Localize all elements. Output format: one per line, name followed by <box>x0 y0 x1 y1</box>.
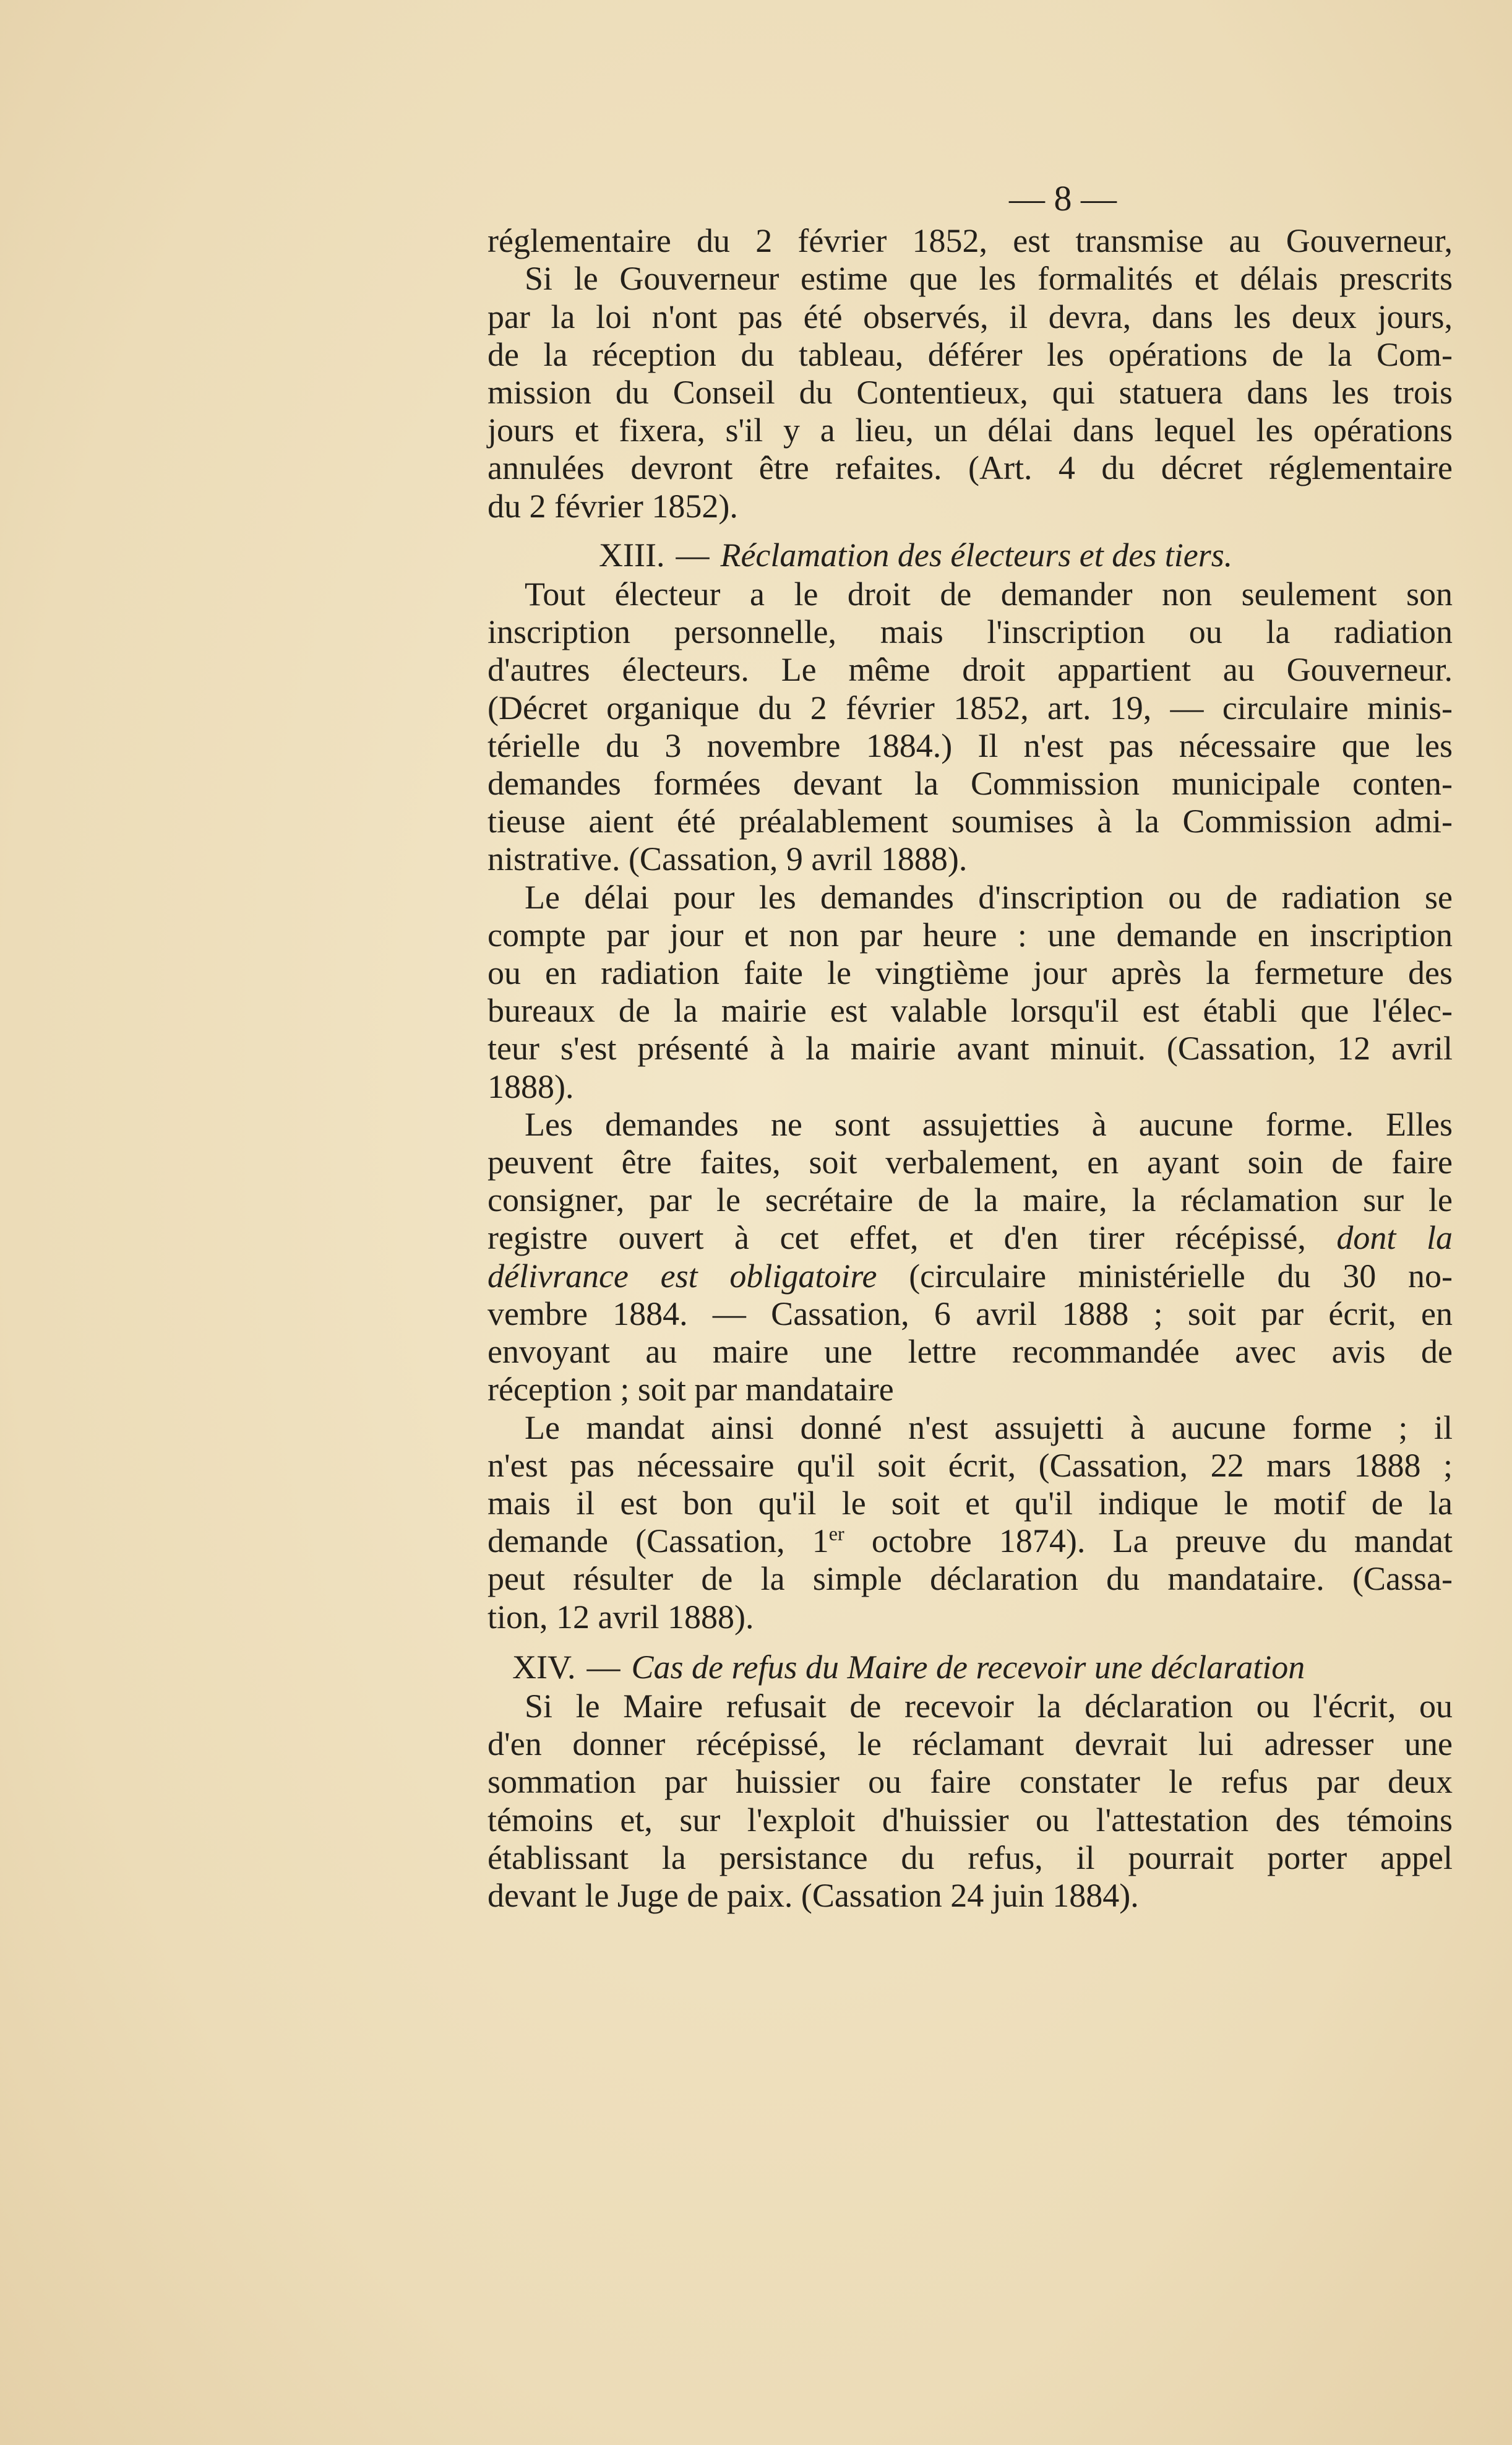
text-line: annulées devront être refaites. (Art. 4 du décret réglementaire <box>488 449 1453 487</box>
section-dash: — <box>676 536 710 574</box>
text-line: consigner, par le secrétaire de la maire, la réclamation sur le <box>488 1181 1453 1219</box>
text-line: établissant la persistance du refus, il pourrait porter appel <box>488 1839 1453 1876</box>
text-line: compte par jour et non par heure : une demande en inscription <box>488 916 1453 954</box>
section-heading-xiii <box>488 537 1453 574</box>
text-line <box>488 1219 1453 1257</box>
section-xiii-paragraph-4 <box>488 1409 1453 1636</box>
text-line: térielle du 3 novembre 1884.) Il n'est pas nécessaire que les <box>488 727 1453 764</box>
text-line: ou en radiation faite le vingtième jour après la fermeture des <box>488 954 1453 992</box>
section-title: Cas de refus du Maire de recevoir une déclaration <box>631 1648 1305 1686</box>
text-run: demande (Cassation, 1 <box>488 1522 829 1560</box>
italic-run: délivrance est obligatoire <box>488 1257 877 1295</box>
text-line: Le mandat ainsi donné n'est assujetti à aucune forme ; il <box>525 1408 1453 1446</box>
text-line: mission du Conseil du Contentieux, qui statuera dans les trois <box>488 374 1453 412</box>
text-line: Les demandes ne sont assujetties à aucune forme. Elles <box>525 1105 1453 1143</box>
page-number: — 8 — <box>1009 178 1117 218</box>
text-line: Si le Gouverneur estime que les formalités et délais prescrits <box>525 260 1453 298</box>
section-dash: — <box>586 1648 621 1686</box>
text-run: registre ouvert à cet effet, et d'en tirer récépissé, <box>488 1219 1306 1257</box>
text-line: peut résulter de la simple déclaration du mandataire. (Cassa- <box>488 1560 1453 1598</box>
text-line: inscription personnelle, mais l'inscription ou la radiation <box>488 613 1453 651</box>
text-line: nistrative. (Cassation, 9 avril 1888). <box>488 840 968 878</box>
superscript: er <box>828 1522 844 1545</box>
text-line: (Décret organique du 2 février 1852, art. 19, — circulaire minis- <box>488 689 1453 727</box>
text-line: tieuse aient été préalablement soumises à la Commission admi- <box>488 803 1453 840</box>
section-xiii-paragraph-3 <box>488 1106 1453 1409</box>
text-line: devant le Juge de paix. (Cassation 24 juin 1884). <box>488 1876 1139 1914</box>
text-line: Si le Maire refusait de recevoir la déclaration ou l'écrit, ou <box>525 1687 1453 1725</box>
text-line: témoins et, sur l'exploit d'huissier ou l'attestation des témoins <box>488 1801 1453 1839</box>
section-xiv-paragraph-1 <box>488 1688 1453 1915</box>
text-line: bureaux de la mairie est valable lorsqu'il est établi que l'élec- <box>488 992 1453 1030</box>
text-line: de la réception du tableau, déférer les opérations de la Com- <box>488 335 1453 373</box>
text-line: d'en donner récépissé, le réclamant devrait lui adresser une <box>488 1725 1453 1763</box>
text-line: tion, 12 avril 1888). <box>488 1598 754 1636</box>
text-line: envoyant au maire une lettre recommandée avec avis de <box>488 1333 1453 1371</box>
section-xiii-paragraph-1 <box>488 576 1453 879</box>
text-line <box>488 1257 1453 1295</box>
text-line: réglementaire du 2 février 1852, est transmise au Gouverneur, <box>488 222 1453 260</box>
text-line: peuvent être faites, soit verbalement, en ayant soin de faire <box>488 1144 1453 1181</box>
text-line: vembre 1884. — Cassation, 6 avril 1888 ; soit par écrit, en <box>488 1295 1453 1332</box>
intro-paragraph <box>488 222 1453 525</box>
section-heading-xiv <box>488 1649 1453 1686</box>
section-title: Réclamation des électeurs et des tiers. <box>720 536 1233 574</box>
text-line: jours et fixera, s'il y a lieu, un délai dans lequel les opérations <box>488 412 1453 449</box>
text-line: Tout électeur a le droit de demander non seulement son <box>525 576 1453 613</box>
text-line: teur s'est présenté à la mairie avant minuit. (Cassation, 12 avril <box>488 1030 1453 1067</box>
italic-run: dont la <box>1336 1219 1453 1257</box>
text-line: mais il est bon qu'il le soit et qu'il indique le motif de la <box>488 1484 1453 1522</box>
text-line: n'est pas nécessaire qu'il soit écrit, (Cassation, 22 mars 1888 ; <box>488 1446 1453 1484</box>
text-run: octobre 1874). La preuve du mandat <box>844 1522 1453 1560</box>
section-number: XIII. <box>599 536 665 574</box>
page-text <box>488 179 1453 1915</box>
text-run: (circulaire ministérielle du 30 no- <box>909 1257 1453 1295</box>
section-number: XIV. <box>512 1648 576 1686</box>
text-line: Le délai pour les demandes d'inscription ou de radiation se <box>525 878 1453 916</box>
text-line: demandes formées devant la Commission municipale conten- <box>488 765 1453 803</box>
text-line: d'autres électeurs. Le même droit appartient au Gouverneur. <box>488 651 1453 689</box>
text-line: par la loi n'ont pas été observés, il devra, dans les deux jours, <box>488 298 1453 335</box>
text-line <box>488 1522 1453 1560</box>
text-line: 1888). <box>488 1067 574 1105</box>
text-line: sommation par huissier ou faire constater le refus par deux <box>488 1763 1453 1801</box>
section-xiii-paragraph-2 <box>488 879 1453 1106</box>
text-line: du 2 février 1852). <box>488 487 738 525</box>
text-line: réception ; soit par mandataire <box>488 1371 894 1408</box>
